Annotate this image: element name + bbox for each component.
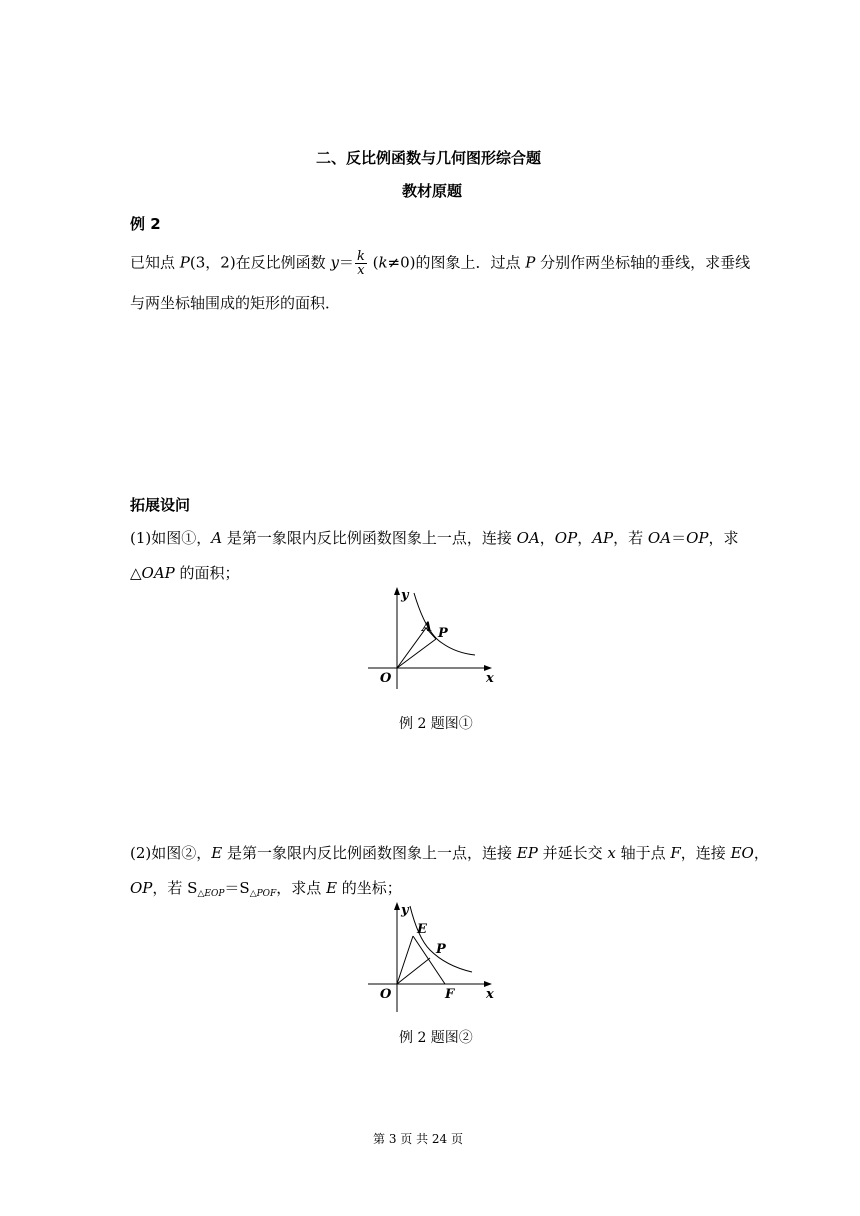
label-y: y bbox=[401, 903, 409, 918]
page-footer: 第 3 页 共 24 页 bbox=[373, 1132, 463, 1146]
segment-OP bbox=[397, 639, 436, 668]
label-x: x bbox=[486, 987, 494, 1002]
question-2-line-1: (2)如图②，E 是第一象限内反比例函数图象上一点，连接 EP 并延长交 x 轴于点 F，连接 EO， bbox=[130, 844, 769, 862]
example-label: 例 2 bbox=[130, 215, 161, 233]
figure-2-caption: 例 2 题图② bbox=[399, 1030, 473, 1046]
extension-heading: 拓展设问 bbox=[130, 496, 191, 514]
label-A: A bbox=[422, 620, 433, 635]
figure-2 bbox=[360, 900, 500, 1015]
y-axis-arrow-icon bbox=[394, 587, 400, 595]
label-P: P bbox=[436, 942, 446, 957]
label-O: O bbox=[380, 671, 392, 686]
hyperbola-curve bbox=[410, 906, 472, 972]
segment-OP bbox=[397, 958, 430, 984]
y-axis-arrow-icon bbox=[394, 902, 400, 910]
figure-1-caption: 例 2 题图① bbox=[399, 716, 473, 732]
label-O: O bbox=[380, 987, 392, 1002]
label-P: P bbox=[438, 626, 448, 641]
example-line-1: 已知点 P(3，2)在反比例函数 y＝ $\frac{k}{x}$ (k≠0)的图象上．过点 P 分别作两坐标轴的垂线，求垂线 bbox=[130, 249, 751, 278]
label-y: y bbox=[401, 588, 409, 603]
label-E: E bbox=[417, 922, 427, 937]
label-x: x bbox=[486, 671, 494, 686]
example-line-2: 与两坐标轴围成的矩形的面积． bbox=[130, 294, 341, 312]
question-2-line-2: OP，若 $S_{\triangle EOP}=S_{\triangle POF}$，求点 E 的坐标； bbox=[130, 879, 402, 899]
segment-OE bbox=[397, 936, 413, 984]
label-F: F bbox=[445, 987, 455, 1002]
figure-1 bbox=[360, 585, 500, 697]
section-title: 二、反比例函数与几何图形综合题 bbox=[316, 149, 542, 167]
question-1-line-1: (1)如图①，A 是第一象限内反比例函数图象上一点，连接 OA，OP，AP，若 OA＝OP，求 bbox=[130, 529, 739, 547]
fraction-k-over-x: $\frac{k}{x}$ bbox=[356, 249, 365, 278]
question-1-line-2: △OAP 的面积； bbox=[130, 564, 240, 582]
subsection-title: 教材原题 bbox=[402, 182, 463, 200]
